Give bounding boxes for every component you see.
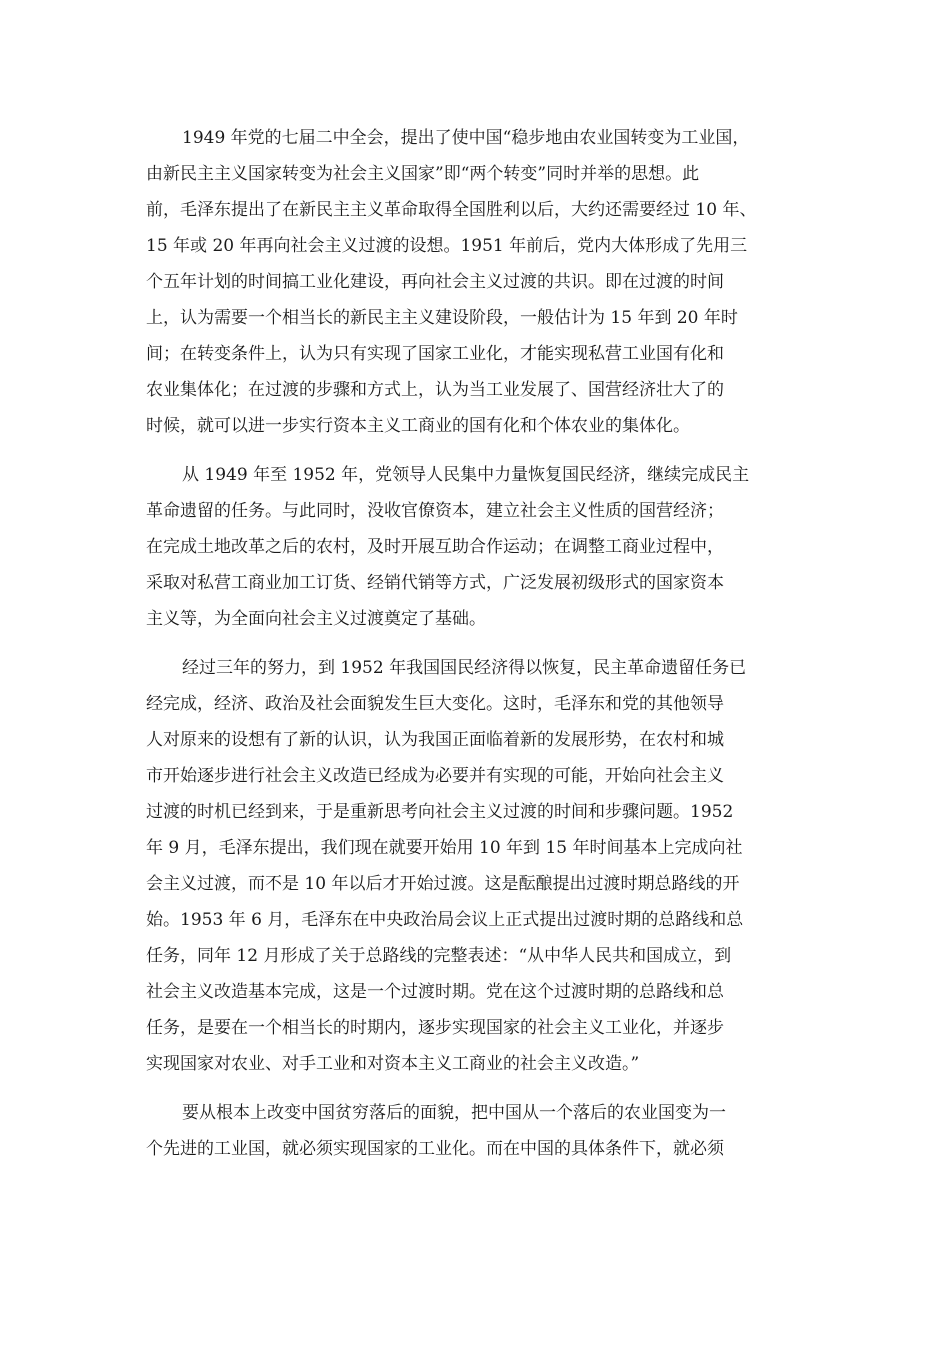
text-line: 会主义过渡，而不是 10 年以后才开始过渡。这是酝酿提出过渡时期总路线的开	[146, 874, 740, 894]
text-line: 年 9 月，毛泽东提出，我们现在就要开始用 10 年到 15 年时间基本上完成向社	[146, 838, 743, 858]
text-line: 任务，同年 12 月形成了关于总路线的完整表述：“从中华人民共和国成立，到	[146, 946, 732, 966]
text-line: 间；在转变条件上，认为只有实现了国家工业化，才能实现私营工业国有化和	[146, 344, 724, 364]
text-line: 上，认为需要一个相当长的新民主主义建设阶段，一般估计为 15 年到 20 年时	[146, 308, 738, 328]
text-line: 个先进的工业国，就必须实现国家的工业化。而在中国的具体条件下，就必须	[146, 1139, 724, 1159]
text-line: 采取对私营工商业加工订货、经销代销等方式，广泛发展初级形式的国家资本	[146, 573, 724, 593]
text-line: 实现国家对农业、对手工业和对资本主义工商业的社会主义改造。”	[146, 1054, 640, 1074]
text-line: 革命遗留的任务。与此同时，没收官僚资本，建立社会主义性质的国营经济；	[146, 501, 724, 521]
text-line: 社会主义改造基本完成，这是一个过渡时期。党在这个过渡时期的总路线和总	[146, 982, 724, 1002]
paragraph-3	[146, 650, 811, 1082]
paragraph-2	[146, 457, 811, 637]
text-line: 前，毛泽东提出了在新民主主义革命取得全国胜利以后，大约还需要经过 10 年、	[146, 200, 757, 220]
text-line: 时候，就可以进一步实行资本主义工商业的国有化和个体农业的集体化。	[146, 416, 690, 436]
text-line: 经过三年的努力，到 1952 年我国国民经济得以恢复，民主革命遗留任务已	[182, 658, 747, 678]
text-line: 农业集体化；在过渡的步骤和方式上，认为当工业发展了、国营经济壮大了的	[146, 380, 724, 400]
text-line: 个五年计划的时间搞工业化建设，再向社会主义过渡的共识。即在过渡的时间	[146, 272, 724, 292]
text-line: 由新民主主义国家转变为社会主义国家”即“两个转变”同时并举的思想。此	[146, 164, 700, 184]
paragraph-1	[146, 120, 811, 444]
paragraph-4	[146, 1095, 811, 1167]
text-line: 要从根本上改变中国贫穷落后的面貌，把中国从一个落后的农业国变为一	[182, 1103, 726, 1123]
text-line: 经完成，经济、政治及社会面貌发生巨大变化。这时，毛泽东和党的其他领导	[146, 694, 724, 714]
text-line: 过渡的时机已经到来，于是重新思考向社会主义过渡的时间和步骤问题。1952	[146, 802, 734, 822]
text-line: 人对原来的设想有了新的认识，认为我国正面临着新的发展形势，在农村和城	[146, 730, 724, 750]
text-line: 任务，是要在一个相当长的时期内，逐步实现国家的社会主义工业化，并逐步	[146, 1018, 724, 1038]
text-line: 始。1953 年 6 月，毛泽东在中央政治局会议上正式提出过渡时期的总路线和总	[146, 910, 744, 930]
document-body	[146, 120, 811, 1180]
text-line: 在完成土地改革之后的农村，及时开展互助合作运动；在调整工商业过程中，	[146, 537, 724, 557]
text-line: 15 年或 20 年再向社会主义过渡的设想。1951 年前后，党内大体形成了先用三	[146, 236, 748, 256]
text-line: 从 1949 年至 1952 年，党领导人民集中力量恢复国民经济，继续完成民主	[182, 465, 750, 485]
text-line: 1949 年党的七届二中全会，提出了使中国“稳步地由农业国转变为工业国，	[182, 128, 750, 148]
text-line: 主义等，为全面向社会主义过渡奠定了基础。	[146, 609, 486, 629]
text-line: 市开始逐步进行社会主义改造已经成为必要并有实现的可能，开始向社会主义	[146, 766, 724, 786]
